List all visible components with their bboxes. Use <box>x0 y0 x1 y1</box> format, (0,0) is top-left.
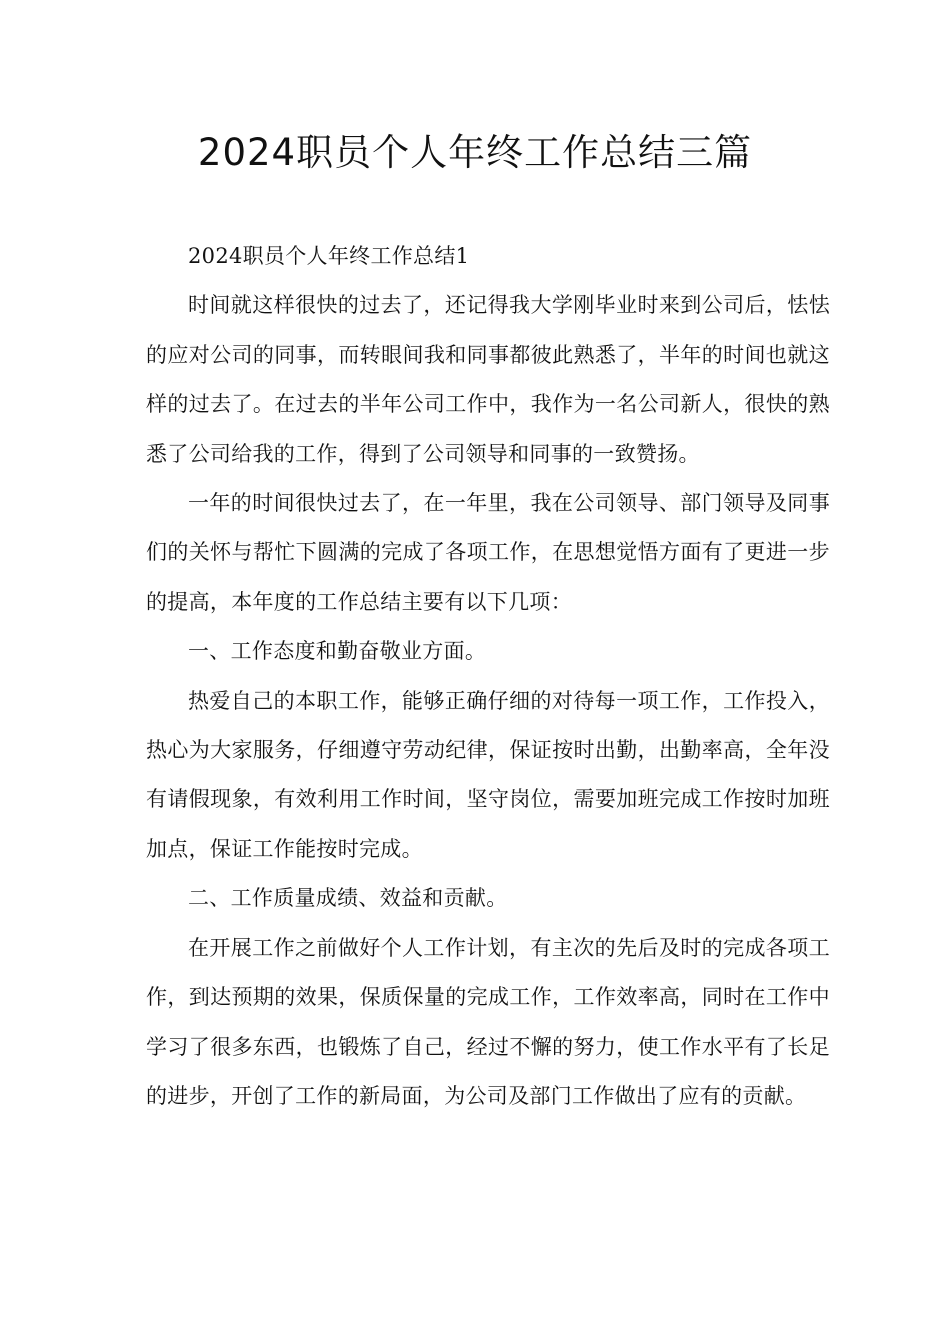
paragraph: 时间就这样很快的过去了，还记得我大学刚毕业时来到公司后，怯怯的应对公司的同事，而转眼间我和同事都彼此熟悉了，半年的时间也就这样的过去了。在过去的半年公司工作中，我作为一名公司新人，很快的熟悉了公司给我的工作，得到了公司领导和同事的一致赞扬。 <box>146 293 830 466</box>
subheading: 一、工作态度和勤奋敬业方面。 <box>188 639 487 664</box>
document-body <box>146 232 830 1121</box>
document-title: 2024职员个人年终工作总结三篇 <box>197 131 753 174</box>
paragraph: 一年的时间很快过去了，在一年里，我在公司领导、部门领导及同事们的关怀与帮忙下圆满的完成了各项工作，在思想觉悟方面有了更进一步的提高，本年度的工作总结主要有以下几项： <box>146 491 830 614</box>
paragraph: 在开展工作之前做好个人工作计划，有主次的先后及时的完成各项工作，到达预期的效果，保质保量的完成工作，工作效率高，同时在工作中学习了很多东西，也锻炼了自己，经过不懈的努力，使工作水平有了长足的进步，开创了工作的新局面，为公司及部门工作做出了应有的贡献。 <box>146 935 830 1108</box>
subheading: 二、工作质量成绩、效益和贡献。 <box>188 886 508 911</box>
paragraph: 热爱自己的本职工作，能够正确仔细的对待每一项工作，工作投入，热心为大家服务，仔细遵守劳动纪律，保证按时出勤，出勤率高，全年没有请假现象，有效利用工作时间，坚守岗位，需要加班完成工作按时加班加点，保证工作能按时完成。 <box>146 688 830 861</box>
section-heading-1: 2024职员个人年终工作总结1 <box>188 244 470 268</box>
